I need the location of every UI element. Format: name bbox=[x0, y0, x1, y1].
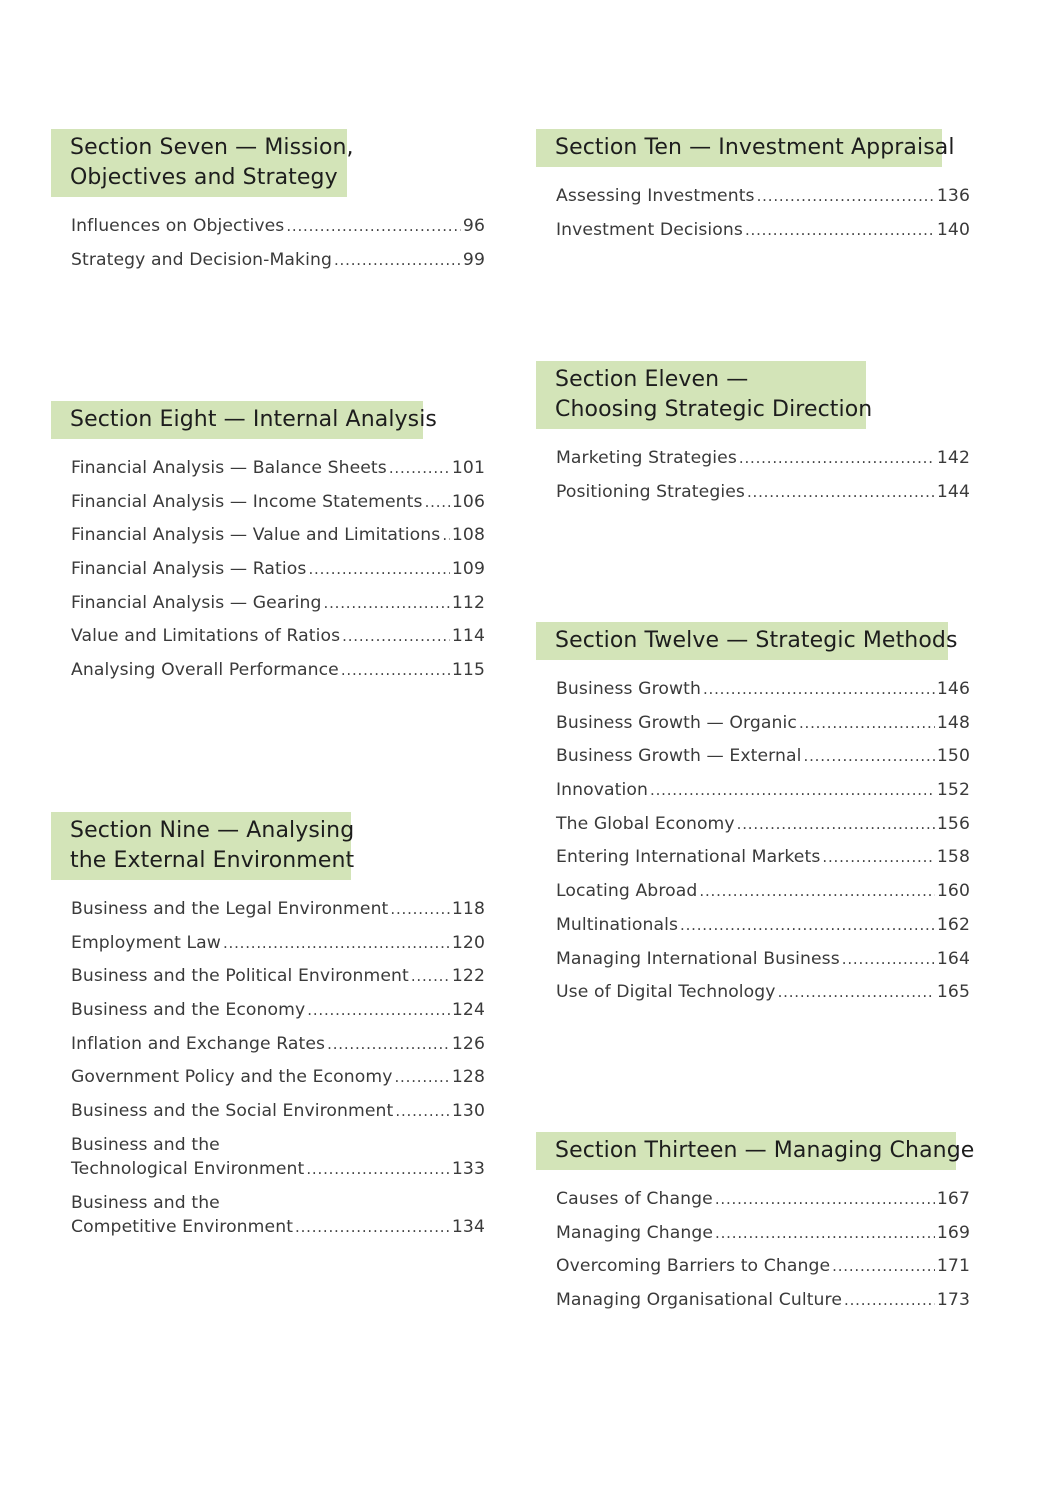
dot-leader bbox=[308, 557, 449, 581]
toc-entry[interactable] bbox=[556, 744, 970, 768]
toc-entry-page: 164 bbox=[936, 948, 970, 969]
toc-entry-page: 101 bbox=[451, 458, 485, 478]
toc-entry[interactable] bbox=[71, 931, 485, 955]
toc-entry-title: Employment Law bbox=[71, 932, 221, 953]
toc-entry-page: 144 bbox=[936, 481, 970, 502]
dot-leader bbox=[223, 931, 450, 955]
toc-entry-page: 99 bbox=[462, 249, 485, 270]
toc-entry-page: 124 bbox=[451, 1000, 485, 1021]
toc-entry[interactable] bbox=[556, 677, 970, 701]
section-heading-line: Section Thirteen — Managing Change bbox=[555, 1138, 975, 1163]
section-heading bbox=[536, 129, 955, 167]
toc-entry-page: 126 bbox=[451, 1033, 485, 1054]
toc-entry-page: 115 bbox=[451, 660, 485, 681]
toc-entry-page: 96 bbox=[462, 216, 485, 236]
toc-entry-page: 146 bbox=[936, 679, 970, 699]
toc-entry-page: 158 bbox=[936, 847, 970, 868]
toc-entry-title: Marketing Strategies bbox=[556, 448, 737, 468]
section-heading-line: Section Seven — Mission, bbox=[70, 135, 354, 160]
toc-entry[interactable] bbox=[556, 980, 970, 1004]
dot-leader bbox=[757, 184, 935, 208]
toc-list bbox=[536, 184, 970, 242]
toc-entry-title: Causes of Change bbox=[556, 1189, 713, 1209]
section-heading-line: Section Eleven — bbox=[555, 367, 749, 392]
section-ten bbox=[536, 129, 970, 251]
dot-leader bbox=[680, 913, 935, 937]
toc-entry[interactable] bbox=[556, 446, 970, 470]
dot-leader bbox=[832, 1254, 935, 1278]
section-heading-line: the External Environment bbox=[70, 848, 355, 873]
toc-entry-title: Business and the Social Environment bbox=[71, 1101, 394, 1122]
toc-entry-title: Positioning Strategies bbox=[556, 481, 745, 502]
toc-list bbox=[536, 446, 970, 504]
dot-leader bbox=[286, 214, 461, 238]
dot-leader bbox=[745, 218, 935, 242]
dot-leader bbox=[699, 879, 935, 903]
toc-entry-title: Government Policy and the Economy bbox=[71, 1067, 393, 1088]
toc-entry-title: Business and the Legal Environment bbox=[71, 899, 389, 919]
section-heading bbox=[536, 622, 958, 660]
toc-entry-title: Managing Organisational Culture bbox=[556, 1290, 842, 1311]
toc-entry-title: Innovation bbox=[556, 780, 648, 801]
dot-leader bbox=[737, 812, 935, 836]
toc-entry-title: Assessing Investments bbox=[556, 186, 755, 206]
toc-entry-page: 134 bbox=[451, 1216, 485, 1237]
toc-entry-page: 128 bbox=[451, 1067, 485, 1088]
toc-entry[interactable] bbox=[71, 214, 485, 238]
section-heading-line: Section Ten — Investment Appraisal bbox=[555, 135, 955, 160]
dot-leader bbox=[307, 998, 450, 1022]
toc-entry-page: 112 bbox=[451, 592, 485, 613]
section-heading-line: Choosing Strategic Direction bbox=[555, 397, 873, 422]
toc-entry[interactable] bbox=[556, 879, 970, 903]
dot-leader bbox=[425, 490, 450, 514]
section-heading bbox=[51, 401, 437, 439]
toc-entry-title: Business Growth bbox=[556, 679, 701, 699]
section-heading-line: Section Eight — Internal Analysis bbox=[70, 407, 437, 432]
dot-leader bbox=[703, 677, 935, 701]
dot-leader bbox=[799, 711, 935, 735]
toc-entry-title: Competitive Environment bbox=[71, 1216, 294, 1237]
toc-entry-title: Business and the Economy bbox=[71, 1000, 306, 1021]
dot-leader bbox=[747, 480, 935, 504]
toc-entry[interactable] bbox=[71, 490, 485, 514]
toc-entry[interactable] bbox=[71, 248, 485, 272]
toc-entry[interactable] bbox=[556, 711, 970, 735]
dot-leader bbox=[334, 248, 461, 272]
toc-entry-title-line: Business and the bbox=[71, 1192, 220, 1213]
toc-entry-page: 152 bbox=[936, 780, 970, 801]
toc-entry-title: Overcoming Barriers to Change bbox=[556, 1256, 831, 1277]
toc-entry[interactable] bbox=[71, 456, 485, 480]
section-eight bbox=[51, 401, 485, 692]
toc-entry[interactable] bbox=[71, 897, 485, 921]
dot-leader bbox=[822, 845, 935, 869]
toc-entry-title: Financial Analysis — Ratios bbox=[71, 559, 307, 580]
toc-entry[interactable] bbox=[71, 1032, 485, 1056]
toc-entry-page: 165 bbox=[936, 982, 970, 1003]
toc-list bbox=[51, 456, 485, 682]
toc-entry-title: Business Growth — External bbox=[556, 746, 802, 767]
section-heading-line: Objectives and Strategy bbox=[70, 165, 338, 190]
toc-entry[interactable] bbox=[71, 557, 485, 581]
dot-leader bbox=[778, 980, 935, 1004]
toc-entry-title: Technological Environment bbox=[71, 1158, 305, 1179]
toc-entry[interactable] bbox=[71, 658, 485, 682]
toc-entry-title: Financial Analysis — Value and Limitations bbox=[71, 525, 441, 546]
dot-leader bbox=[324, 591, 450, 615]
toc-entry-title: Influences on Objectives bbox=[71, 216, 285, 236]
toc-entry-page: 130 bbox=[451, 1101, 485, 1122]
toc-entry-page: 171 bbox=[936, 1256, 970, 1277]
toc-entry-page: 108 bbox=[451, 525, 485, 546]
dot-leader bbox=[715, 1187, 935, 1211]
toc-entry-title: Entering International Markets bbox=[556, 847, 821, 868]
dot-leader bbox=[650, 778, 935, 802]
dot-leader bbox=[395, 1099, 449, 1123]
dot-leader bbox=[715, 1221, 935, 1245]
toc-entry-page: 106 bbox=[451, 491, 485, 512]
toc-entry-page: 140 bbox=[936, 219, 970, 240]
toc-entry-page: 120 bbox=[451, 932, 485, 953]
toc-entry-title: Value and Limitations of Ratios bbox=[71, 626, 341, 647]
toc-entry[interactable] bbox=[556, 778, 970, 802]
toc-entry[interactable] bbox=[556, 184, 970, 208]
section-heading-line: Section Nine — Analysing bbox=[70, 818, 355, 843]
toc-entry[interactable] bbox=[556, 913, 970, 937]
toc-entry[interactable] bbox=[556, 845, 970, 869]
toc-entry-title: The Global Economy bbox=[556, 813, 735, 834]
dot-leader bbox=[842, 947, 935, 971]
toc-entry-title: Financial Analysis — Balance Sheets bbox=[71, 458, 387, 478]
dot-leader bbox=[342, 624, 450, 648]
toc-entry[interactable] bbox=[556, 480, 970, 504]
toc-entry[interactable] bbox=[71, 624, 485, 648]
dot-leader bbox=[327, 1032, 450, 1056]
dot-leader bbox=[394, 1065, 449, 1089]
toc-entry-title: Managing International Business bbox=[556, 948, 840, 969]
toc-entry-title: Business Growth — Organic bbox=[556, 712, 797, 733]
toc-entry-page: 150 bbox=[936, 746, 970, 767]
toc-list bbox=[536, 1187, 970, 1312]
toc-entry-page: 133 bbox=[451, 1158, 485, 1179]
dot-leader bbox=[804, 744, 935, 768]
toc-entry[interactable] bbox=[556, 1254, 970, 1278]
section-heading bbox=[536, 361, 873, 429]
toc-entry[interactable] bbox=[556, 812, 970, 836]
toc-entry[interactable] bbox=[71, 1099, 485, 1123]
toc-list bbox=[51, 214, 485, 272]
dot-leader bbox=[390, 897, 449, 921]
section-nine bbox=[51, 812, 485, 1248]
toc-entry-page: 173 bbox=[936, 1290, 970, 1311]
toc-entry[interactable] bbox=[556, 1187, 970, 1211]
toc-entry[interactable] bbox=[556, 1221, 970, 1245]
toc-entry-page: 156 bbox=[936, 813, 970, 834]
toc-entry-title: Analysing Overall Performance bbox=[71, 660, 339, 681]
toc-entry[interactable] bbox=[71, 1065, 485, 1089]
toc-entry-title: Use of Digital Technology bbox=[556, 982, 776, 1003]
toc-list bbox=[51, 897, 485, 1239]
toc-entry[interactable] bbox=[71, 998, 485, 1022]
section-twelve bbox=[536, 622, 970, 1014]
toc-entry-title: Financial Analysis — Gearing bbox=[71, 592, 322, 613]
toc-entry-page: 136 bbox=[936, 186, 970, 206]
toc-entry-page: 122 bbox=[451, 966, 485, 987]
dot-leader bbox=[341, 658, 450, 682]
toc-entry[interactable] bbox=[71, 523, 485, 547]
toc-entry[interactable] bbox=[556, 1288, 970, 1312]
dot-leader bbox=[389, 456, 450, 480]
section-heading bbox=[51, 812, 355, 880]
dot-leader bbox=[844, 1288, 935, 1312]
toc-entry-title: Inflation and Exchange Rates bbox=[71, 1033, 326, 1054]
toc-entry-title: Multinationals bbox=[556, 914, 679, 935]
toc-entry-page: 109 bbox=[451, 559, 485, 580]
dot-leader bbox=[442, 523, 450, 547]
section-eleven bbox=[536, 361, 970, 513]
toc-entry-title: Strategy and Decision-Making bbox=[71, 249, 332, 270]
toc-entry-page: 167 bbox=[936, 1189, 970, 1209]
toc-entry-page: 142 bbox=[936, 448, 970, 468]
toc-entry-page: 148 bbox=[936, 712, 970, 733]
toc-entry-page: 169 bbox=[936, 1222, 970, 1243]
section-thirteen bbox=[536, 1132, 975, 1322]
toc-entry[interactable] bbox=[556, 947, 970, 971]
toc-entry-title: Managing Change bbox=[556, 1222, 714, 1243]
toc-entry-title: Financial Analysis — Income Statements bbox=[71, 491, 423, 512]
toc-entry[interactable] bbox=[71, 591, 485, 615]
toc-entry-title: Investment Decisions bbox=[556, 219, 743, 240]
toc-entry-page: 162 bbox=[936, 914, 970, 935]
dot-leader bbox=[306, 1157, 450, 1181]
section-heading bbox=[536, 1132, 975, 1170]
toc-entry-page: 118 bbox=[451, 899, 485, 919]
section-heading bbox=[51, 129, 354, 197]
toc-entry-title: Locating Abroad bbox=[556, 881, 698, 902]
dot-leader bbox=[739, 446, 935, 470]
toc-entry-page: 114 bbox=[451, 626, 485, 647]
toc-entry-title: Business and the Political Environment bbox=[71, 966, 409, 987]
dot-leader bbox=[295, 1215, 450, 1239]
toc-entry[interactable] bbox=[71, 964, 485, 988]
toc-entry-page: 160 bbox=[936, 881, 970, 902]
toc-list bbox=[536, 677, 970, 1004]
toc-entry-title-line: Business and the bbox=[71, 1134, 220, 1155]
dot-leader bbox=[411, 964, 450, 988]
toc-entry[interactable] bbox=[71, 1191, 485, 1239]
section-heading-line: Section Twelve — Strategic Methods bbox=[555, 628, 958, 653]
toc-entry[interactable] bbox=[556, 218, 970, 242]
toc-entry[interactable] bbox=[71, 1133, 485, 1181]
section-seven bbox=[51, 129, 485, 281]
